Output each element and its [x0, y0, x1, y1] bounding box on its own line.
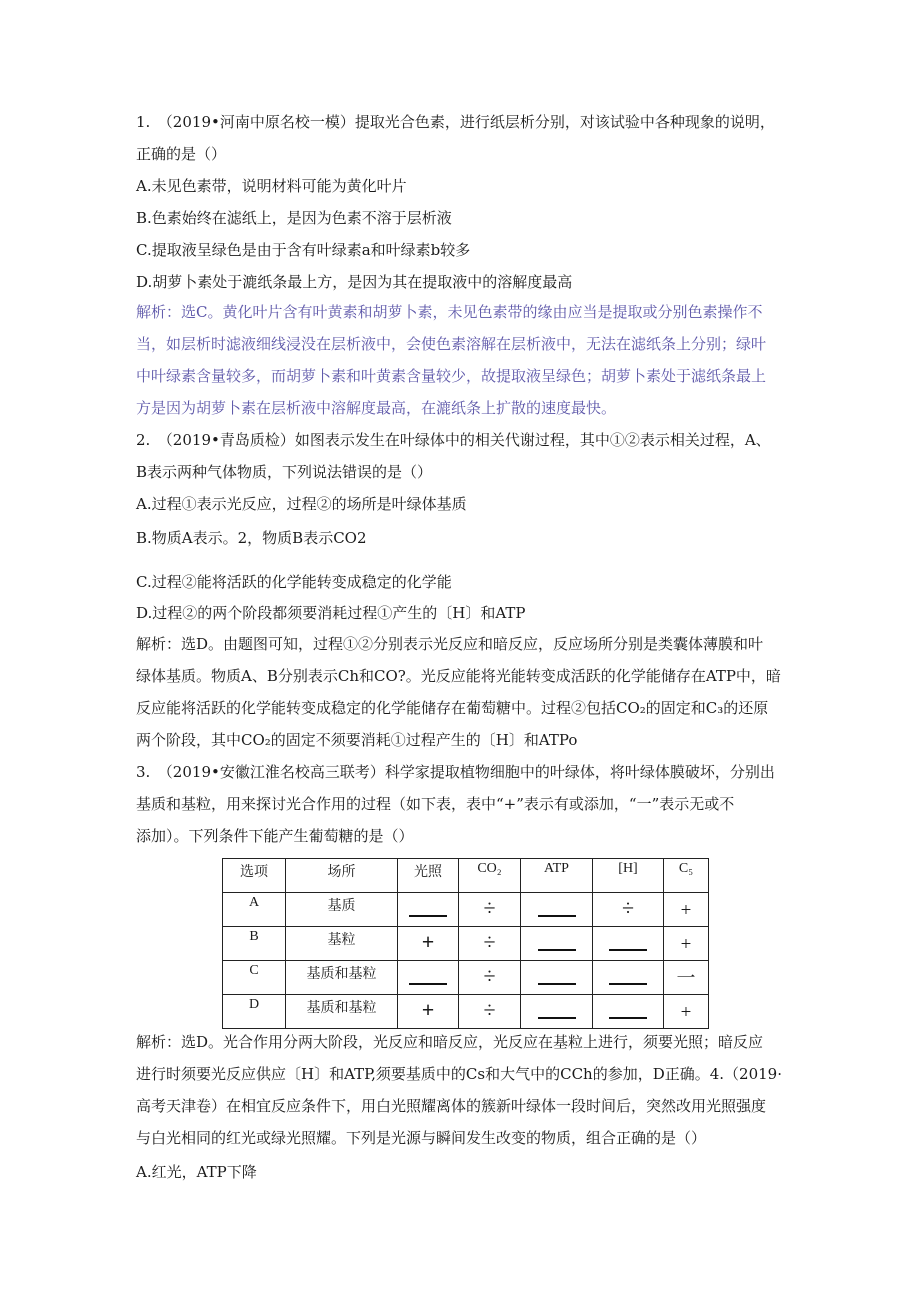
absent-mark	[409, 915, 447, 917]
q3-stem-line-1: 3. （2019•安徽江淮名校高三联考）科学家提取植物细胞中的叶绿体，将叶绿体膜破坏，分别出	[136, 763, 775, 781]
q1-stem-line-2: 正确的是（）	[136, 145, 227, 163]
table-cell-value: +	[680, 934, 692, 955]
header-cell: 选项	[223, 859, 286, 893]
q3-analysis-line-2: 进行时须要光反应供应〔H〕和ATP,须要基质中的Cs和大气中的CCh的参加，D正确。4.（2019·	[136, 1065, 782, 1083]
table-cell	[521, 995, 593, 1029]
absent-mark	[538, 1017, 576, 1019]
q2-option-d: D.过程②的两个阶段都须要消耗过程①产生的〔H〕和ATP	[136, 604, 526, 622]
table-cell	[459, 893, 521, 927]
table-header-row	[223, 859, 709, 893]
q3-stem-line-2: 基质和基粒，用来探讨光合作用的过程（如下表，表中“+”表示有或添加，“一”表示无或不	[136, 795, 735, 813]
table-cell	[593, 995, 664, 1029]
q1-option-b: B.色素始终在滤纸上，是因为色素不溶于层析液	[136, 209, 452, 227]
table-cell-value: ÷	[621, 895, 635, 920]
q1-analysis-line-3: 中叶绿素含量较多，而胡萝卜素和叶黄素含量较少，故提取液呈绿色；胡萝卜素处于滤纸条最上	[136, 367, 767, 385]
q2-option-b: B.物质A表示。2，物质B表示CO2	[136, 529, 367, 547]
q1-option-c: C.提取液呈绿色是由于含有叶绿素a和叶绿素b较多	[136, 241, 471, 259]
table-row	[223, 961, 709, 995]
absent-mark	[538, 949, 576, 951]
q2-stem-line-1: 2. （2019•青岛质检）如图表示发生在叶绿体中的相关代谢过程，其中①②表示相关过程，A、	[136, 431, 771, 449]
q4-stem-line-2: 与白光相同的红光或绿光照耀。下列是光源与瞬间发生改变的物质，组合正确的是（）	[136, 1129, 707, 1147]
table-cell	[664, 893, 709, 927]
conditions-table	[222, 858, 709, 1029]
table-cell	[459, 995, 521, 1029]
q3-analysis-line-1: 解析：选D。光合作用分两大阶段，光反应和暗反应，光反应在基粒上进行，须要光照；暗反应	[136, 1033, 764, 1051]
q1-analysis-line-1: 解析：选C。黄化叶片含有叶黄素和胡萝卜素，未见色素带的缘由应当是提取或分别色素操作不	[136, 303, 763, 321]
table-cell	[459, 927, 521, 961]
header-cell: [H]	[593, 859, 664, 893]
table-cell-value: +	[680, 1002, 692, 1023]
q1-stem-line-1: 1. （2019•河南中原名校一模）提取光合色素，进行纸层析分别，对该试验中各种现象的说明，	[136, 113, 775, 131]
table-cell-value: +	[421, 997, 435, 1022]
table-cell	[593, 927, 664, 961]
table-cell	[521, 927, 593, 961]
q1-option-a: A.未见色素带，说明材料可能为黄化叶片	[136, 177, 407, 195]
q2-stem-line-2: B表示两种气体物质，下列说法错误的是（）	[136, 463, 433, 481]
table-cell-value: +	[680, 900, 692, 921]
absent-mark	[609, 983, 647, 985]
table-row	[223, 927, 709, 961]
table-cell	[459, 961, 521, 995]
table-cell: B	[223, 927, 286, 961]
q4-option-a: A.红光，ATP下降	[136, 1163, 257, 1181]
absent-mark	[538, 983, 576, 985]
table-cell: 基质和基粒	[286, 995, 398, 1029]
table-row	[223, 995, 709, 1029]
table-cell-value: 一	[676, 968, 696, 989]
table-cell	[398, 893, 459, 927]
table-cell: A	[223, 893, 286, 927]
q2-analysis-line-3: 反应能将活跃的化学能转变成稳定的化学能储存在葡萄糖中。过程②包括CO₂的固定和C₃的还原	[136, 699, 769, 717]
q1-analysis-line-2: 当，如层析时滤液细线浸没在层析液中，会使色素溶解在层析液中，无法在滤纸条上分别；绿叶	[136, 335, 767, 353]
table-cell: D	[223, 995, 286, 1029]
table-cell-value: ÷	[483, 997, 496, 1022]
table-cell: 基质	[286, 893, 398, 927]
table-cell: 基质和基粒	[286, 961, 398, 995]
table-cell	[593, 961, 664, 995]
q1-analysis-line-4: 方是因为胡萝卜素在层析液中溶解度最高，在漉纸条上扩散的速度最快。	[136, 399, 617, 417]
q2-analysis-line-2: 绿体基质。物质A、B分别表示Ch和CO?。光反应能将光能转变成活跃的化学能储存在ATP中，暗	[136, 667, 781, 685]
header-cell: C₅	[664, 859, 709, 893]
table-cell-value: ÷	[483, 929, 496, 954]
absent-mark	[409, 983, 447, 985]
q2-option-a: A.过程①表示光反应，过程②的场所是叶绿体基质	[136, 495, 467, 513]
q2-option-c: C.过程②能将活跃的化学能转变成稳定的化学能	[136, 573, 452, 591]
header-cell: 场所	[286, 859, 398, 893]
table-cell: 基粒	[286, 927, 398, 961]
q2-analysis-line-4: 两个阶段，其中CO₂的固定不须要消耗①过程产生的〔H〕和ATPo	[136, 731, 578, 749]
table-cell	[398, 961, 459, 995]
table-cell-value: ÷	[483, 963, 496, 988]
q1-option-d: D.胡萝卜素处于漉纸条最上方，是因为其在提取液中的溶解度最高	[136, 273, 573, 291]
table-cell-value: ÷	[483, 895, 496, 920]
q4-stem-line-1: 高考天津卷）在相宜反应条件下，用白光照耀离体的簇新叶绿体一段时间后，突然改用光照强度	[136, 1097, 767, 1115]
header-cell: ATP	[521, 859, 593, 893]
q3-stem-line-3: 添加）。下列条件下能产生葡萄糖的是（）	[136, 827, 414, 845]
q2-analysis-line-1: 解析：选D。由题图可知，过程①②分别表示光反应和暗反应，反应场所分别是类囊体薄膜和叶	[136, 635, 764, 653]
table-cell	[398, 927, 459, 961]
table-cell: C	[223, 961, 286, 995]
header-cell: CO₂	[459, 859, 521, 893]
table-cell	[664, 927, 709, 961]
table-row	[223, 893, 709, 927]
absent-mark	[609, 949, 647, 951]
table-cell	[521, 961, 593, 995]
table-cell	[398, 995, 459, 1029]
table-cell-value: +	[421, 929, 435, 954]
header-cell: 光照	[398, 859, 459, 893]
table-cell	[521, 893, 593, 927]
absent-mark	[538, 915, 576, 917]
table-cell	[593, 893, 664, 927]
table-cell	[664, 995, 709, 1029]
table-cell	[664, 961, 709, 995]
absent-mark	[609, 1017, 647, 1019]
